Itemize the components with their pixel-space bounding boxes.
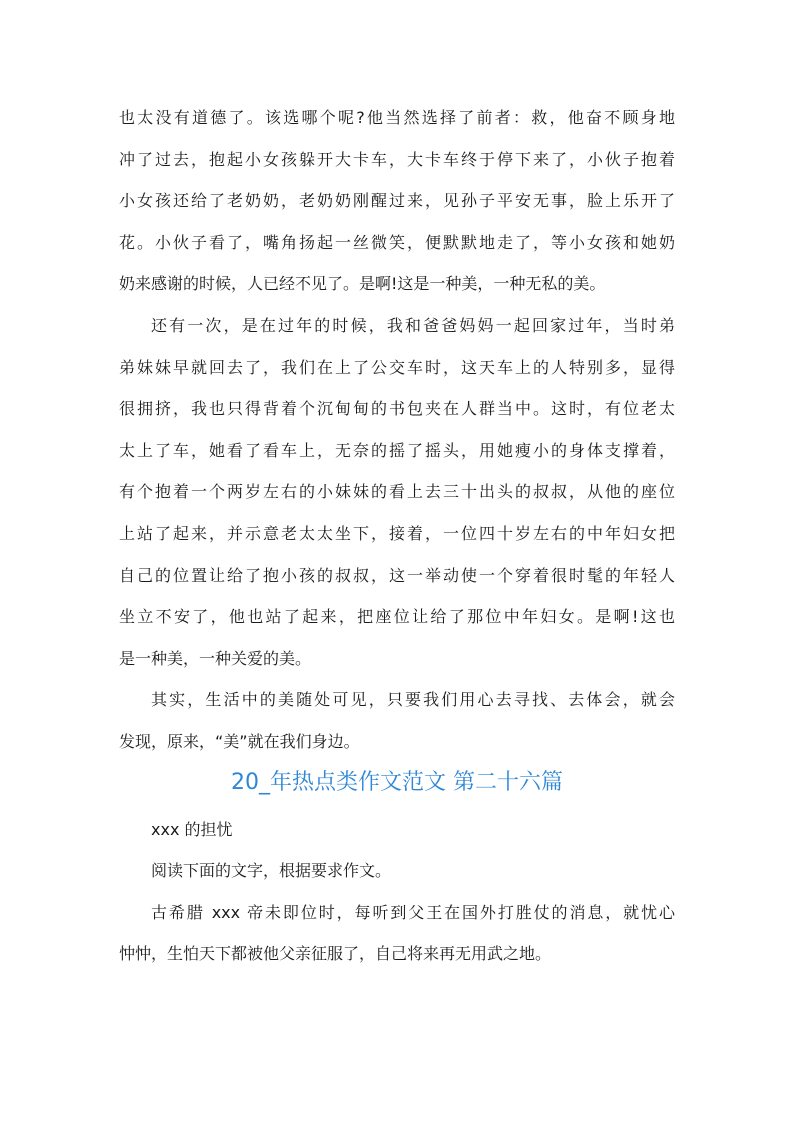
section-heading: 20_年热点类作文范文 第二十六篇: [231, 769, 563, 795]
text-line: 花。小伙子看了，嘴角扬起一丝微笑，便默默地走了，等小女孩和她奶: [119, 232, 675, 252]
text-line: 古希腊 xxx 帝未即位时，每听到父王在国外打胜仗的消息，就忧心: [151, 902, 675, 922]
paragraph-essay-title: [119, 816, 675, 844]
paragraph-conclusion: [119, 686, 675, 756]
text-line: 也太没有道德了。该选哪个呢?他当然选择了前者：救，他奋不顾身地: [119, 108, 675, 127]
paragraph-greek-story: [119, 899, 675, 969]
paragraph-selfless-beauty: [119, 104, 675, 298]
document-page: [119, 104, 675, 982]
text-line: xxx 的担忧: [151, 819, 233, 839]
text-line: 忡忡，生怕天下都被他父亲征服了，自己将来再无用武之地。: [119, 944, 552, 964]
text-line: 坐立不安了，他也站了起来，把座位让给了那位中年妇女。是啊!这也: [119, 607, 675, 627]
text-line: 太上了车，她看了看车上，无奈的摇了摇头，用她瘦小的身体支撑着，: [119, 440, 675, 460]
text-line: 发现，原来，“美”就在我们身边。: [119, 731, 360, 751]
text-line: 弟妹妹早就回去了，我们在上了公交车时，这天车上的人特别多，显得: [119, 357, 675, 377]
text-line: 还有一次，是在过年的时候，我和爸爸妈妈一起回家过年，当时弟: [151, 315, 675, 335]
paragraph-instructions: [119, 857, 675, 885]
text-line: 是一种美，一种关爱的美。: [119, 648, 312, 668]
text-line: 奶来感谢的时候，人已经不见了。是啊!这是一种美，一种无私的美。: [119, 274, 606, 294]
paragraph-bus-story: [119, 312, 675, 673]
text-line: 阅读下面的文字，根据要求作文。: [151, 861, 392, 881]
text-line: 自己的位置让给了抱小孩的叔叔，这一举动使一个穿着很时髦的年轻人: [119, 565, 675, 585]
text-line: 冲了过去，抱起小女孩躲开大卡车，大卡车终于停下来了，小伙子抱着: [119, 149, 675, 169]
text-line: 上站了起来，并示意老太太坐下，接着，一位四十岁左右的中年妇女把: [119, 523, 675, 543]
text-line: 很拥挤，我也只得背着个沉甸甸的书包夹在人群当中。这时，有位老太: [119, 399, 675, 419]
text-line: 其实，生活中的美随处可见，只要我们用心去寻找、去体会，就会: [151, 690, 675, 710]
text-line: 有个抱着一个两岁左右的小妹妹的看上去三十出头的叔叔，从他的座位: [119, 482, 675, 502]
text-line: 小女孩还给了老奶奶，老奶奶刚醒过来，见孙子平安无事，脸上乐开了: [119, 191, 675, 211]
